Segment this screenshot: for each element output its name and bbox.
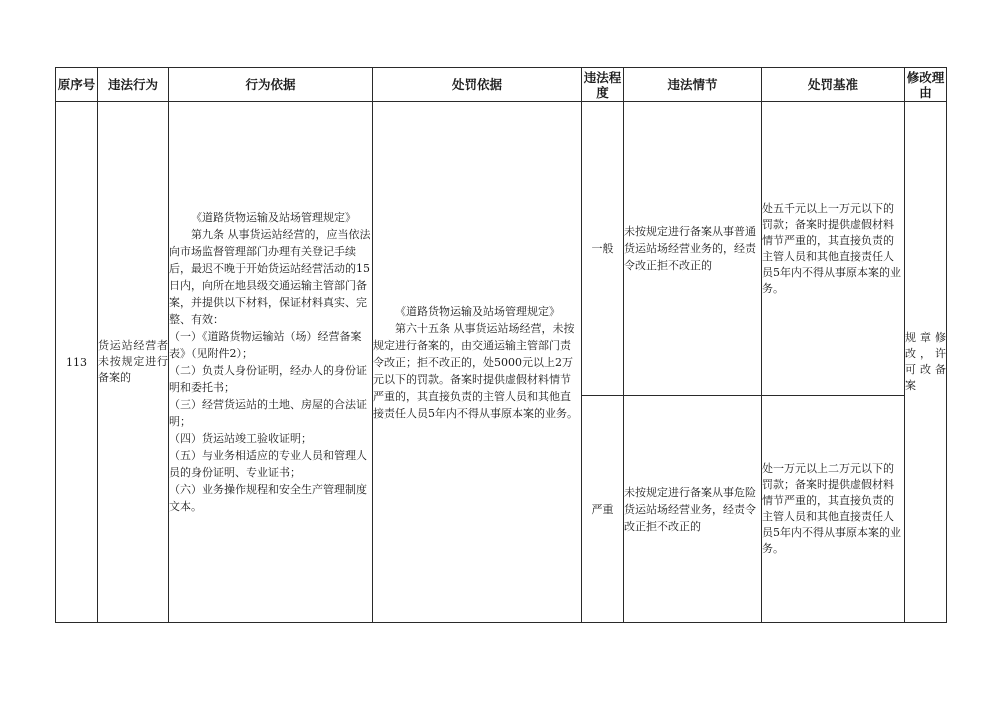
standard-general: 处五千元以上一万元以下的罚款；备案时提供虚假材料情节严重的，其直接负责的主管人员和其他直接责任人员5年内不得从事原本案的业务。 [762,102,905,396]
row-reason: 规章修改，许可改备案 [905,102,947,623]
circumstance-serious: 未按规定进行备案从事危险货运站场经营业务，经责令改正拒不改正的 [624,396,762,623]
basis-item: （二）负责人身份证明，经办人的身份证明和委托书； [169,364,367,394]
basis-item: （四）货运站竣工验收证明； [169,432,312,445]
row-act: 货运站经营者未按规定进行备案的 [98,102,169,623]
table-row [56,102,947,396]
basis-item: （六）业务操作规程和安全生产管理制度文本。 [169,483,367,513]
row-basis [169,102,373,623]
basis-article: 第九条 从事货运站经营的，应当依法向市场监督管理部门办理有关登记手续后，最迟不晚于开始货运站经营活动的15日内，向所在地县级交通运输主管部门备案，并提供以下材料，保证材料真实、完整、有效： [169,228,371,326]
header-penalty-basis: 处罚依据 [373,68,582,102]
table-header-row [56,68,947,102]
header-act: 违法行为 [98,68,169,102]
header-degree: 违法程度 [582,68,624,102]
header-circumstance: 违法情节 [624,68,762,102]
standard-serious: 处一万元以上二万元以下的罚款；备案时提供虚假材料情节严重的，其直接负责的主管人员和其他直接责任人员5年内不得从事原本案的业务。 [762,396,905,623]
basis-item: （一）《道路货物运输站（场）经营备案表》（见附件2）； [169,330,362,360]
basis-title: 《道路货物运输及站场管理规定》 [191,211,356,224]
degree-general: 一般 [582,102,624,396]
circumstance-general: 未按规定进行备案从事普通货运站场经营业务的，经责令改正拒不改正的 [624,102,762,396]
penalty-article: 第六十五条 从事货运站场经营，未按规定进行备案的，由交通运输主管部门责令改正；拒不改正的，处5000元以上2万元以下的罚款。备案时提供虚假材料情节严重的，其直接负责的主管人员和其他直接责任人员5年内不得从事原本案的业务。 [373,321,578,420]
row-seq: 113 [56,102,98,623]
header-reason: 修改理由 [905,68,947,102]
header-seq: 原序号 [56,68,98,102]
basis-item: （三）经营货运站的土地、房屋的合法证明； [169,398,367,428]
regulation-table [55,67,947,623]
header-standard: 处罚基准 [762,68,905,102]
basis-item: （五）与业务相适应的专业人员和管理人员的身份证明、专业证书； [169,449,367,479]
header-basis: 行为依据 [169,68,373,102]
row-penalty-basis [373,102,582,623]
degree-serious: 严重 [582,396,624,623]
penalty-title: 《道路货物运输及站场管理规定》 [395,304,560,318]
